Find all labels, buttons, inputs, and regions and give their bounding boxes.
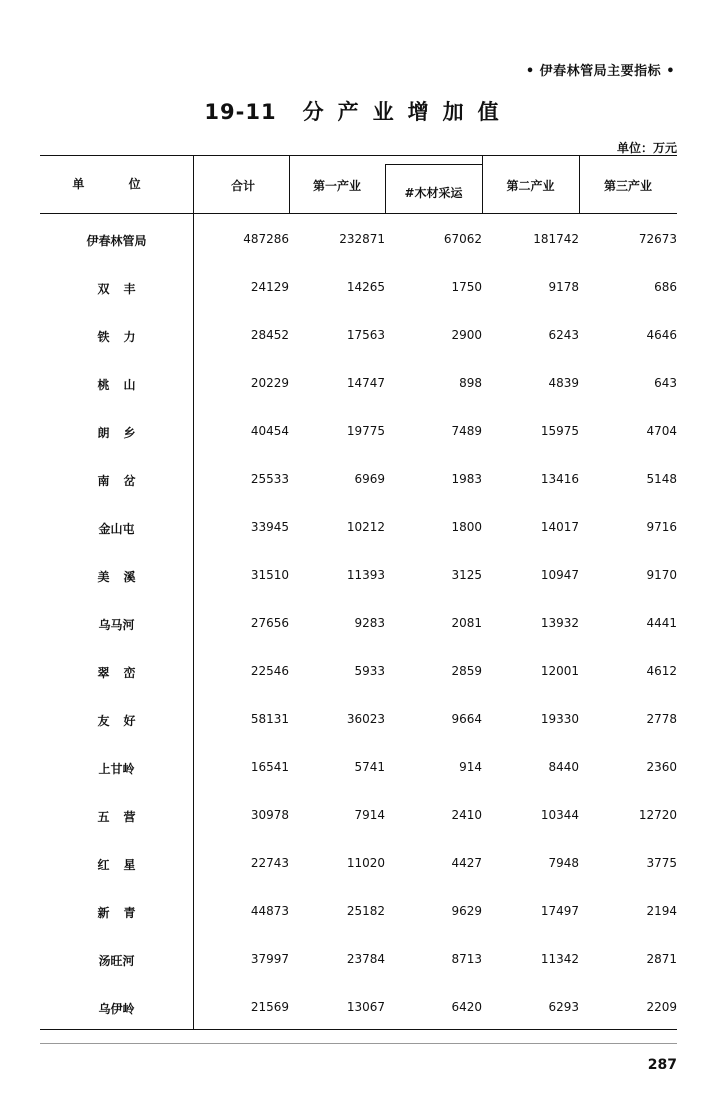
cell-timber: 2081	[451, 616, 482, 630]
row-name: 友好	[97, 714, 150, 728]
cell-timber: 4427	[451, 856, 482, 870]
table-row	[40, 215, 677, 263]
cell-tertiary: 2360	[646, 760, 677, 774]
column-header-secondary: 第二产业	[506, 179, 555, 193]
cell-total: 28452	[250, 328, 289, 342]
row-name: 朗乡	[97, 426, 150, 440]
cell-timber: 2410	[451, 808, 482, 822]
cell-tertiary: 4612	[646, 664, 677, 678]
cell-secondary: 15975	[540, 424, 579, 438]
cell-secondary: 6243	[548, 328, 579, 342]
cell-timber: 3125	[451, 568, 482, 582]
cell-primary: 14265	[346, 280, 385, 294]
cell-secondary: 4839	[548, 376, 579, 390]
table-header-rule	[40, 213, 677, 214]
cell-secondary: 8440	[548, 760, 579, 774]
cell-timber: 1800	[451, 520, 482, 534]
cell-tertiary: 2871	[646, 952, 677, 966]
cell-secondary: 17497	[540, 904, 579, 918]
row-name: 双丰	[97, 282, 150, 296]
page-title	[0, 96, 717, 126]
table-title: 分产业增加值	[302, 100, 513, 124]
table-row	[40, 407, 677, 455]
cell-tertiary: 9170	[646, 568, 677, 582]
row-name: 翠峦	[97, 666, 150, 680]
cell-timber: 1750	[451, 280, 482, 294]
cell-total: 30978	[250, 808, 289, 822]
cell-total: 31510	[250, 568, 289, 582]
table-row	[40, 647, 677, 695]
cell-tertiary: 686	[654, 280, 677, 294]
cell-timber: 1983	[451, 472, 482, 486]
unit-label: 单位：万元	[616, 141, 677, 155]
cell-secondary: 14017	[540, 520, 579, 534]
table-row	[40, 839, 677, 887]
cell-total: 16541	[250, 760, 289, 774]
cell-tertiary: 9716	[646, 520, 677, 534]
cell-secondary: 11342	[540, 952, 579, 966]
cell-primary: 5933	[354, 664, 385, 678]
table-row	[40, 311, 677, 359]
cell-primary: 14747	[346, 376, 385, 390]
row-name: 乌伊岭	[98, 1002, 135, 1016]
cell-tertiary: 2778	[646, 712, 677, 726]
cell-total: 58131	[250, 712, 289, 726]
table-row	[40, 359, 677, 407]
cell-primary: 9283	[354, 616, 385, 630]
cell-timber: 67062	[443, 232, 482, 246]
cell-tertiary: 4646	[646, 328, 677, 342]
table-row	[40, 935, 677, 983]
cell-total: 33945	[250, 520, 289, 534]
running-header: • 伊春林管局主要指标 •	[525, 64, 675, 79]
table-row	[40, 503, 677, 551]
cell-tertiary: 3775	[646, 856, 677, 870]
cell-total: 25533	[250, 472, 289, 486]
cell-secondary: 6293	[548, 1000, 579, 1014]
row-name: 乌马河	[98, 618, 135, 632]
row-name: 美溪	[97, 570, 150, 584]
table-row	[40, 743, 677, 791]
cell-tertiary: 72673	[638, 232, 677, 246]
cell-tertiary: 643	[654, 376, 677, 390]
cell-secondary: 10947	[540, 568, 579, 582]
cell-primary: 5741	[354, 760, 385, 774]
cell-primary: 17563	[346, 328, 385, 342]
cell-total: 40454	[250, 424, 289, 438]
cell-primary: 10212	[346, 520, 385, 534]
cell-timber: 9664	[451, 712, 482, 726]
cell-secondary: 19330	[540, 712, 579, 726]
cell-primary: 6969	[354, 472, 385, 486]
cell-primary: 25182	[346, 904, 385, 918]
timber-header-box	[385, 164, 482, 165]
cell-timber: 2900	[451, 328, 482, 342]
row-name: 新青	[97, 906, 150, 920]
page-number: 287	[647, 1057, 677, 1073]
cell-secondary: 181742	[533, 232, 579, 246]
table-row	[40, 887, 677, 935]
column-header-unit: 单 位	[72, 177, 161, 191]
cell-secondary: 12001	[540, 664, 579, 678]
cell-primary: 13067	[346, 1000, 385, 1014]
cell-total: 20229	[250, 376, 289, 390]
cell-total: 487286	[243, 232, 289, 246]
column-header-primary: 第一产业	[312, 179, 361, 193]
table-number: 19-11	[204, 100, 277, 124]
cell-total: 44873	[250, 904, 289, 918]
table-row	[40, 983, 677, 1031]
row-name: 红星	[97, 858, 150, 872]
row-name: 桃山	[97, 378, 150, 392]
cell-total: 37997	[250, 952, 289, 966]
cell-timber: 2859	[451, 664, 482, 678]
cell-timber: 914	[459, 760, 482, 774]
row-name: 上甘岭	[98, 762, 135, 776]
cell-timber: 7489	[451, 424, 482, 438]
cell-secondary: 7948	[548, 856, 579, 870]
column-header-timber: #木材采运	[404, 186, 463, 200]
page-footer-rule	[40, 1043, 677, 1044]
cell-primary: 11020	[346, 856, 385, 870]
cell-primary: 19775	[346, 424, 385, 438]
row-name: 南岔	[97, 474, 150, 488]
row-name: 铁力	[97, 330, 150, 344]
cell-tertiary: 4704	[646, 424, 677, 438]
cell-primary: 36023	[346, 712, 385, 726]
cell-secondary: 9178	[548, 280, 579, 294]
column-header-total: 合计	[231, 179, 256, 193]
cell-secondary: 13416	[540, 472, 579, 486]
cell-primary: 232871	[339, 232, 385, 246]
cell-secondary: 13932	[540, 616, 579, 630]
cell-total: 21569	[250, 1000, 289, 1014]
table-row	[40, 551, 677, 599]
table-top-rule	[40, 155, 677, 156]
cell-primary: 11393	[346, 568, 385, 582]
cell-timber: 6420	[451, 1000, 482, 1014]
cell-total: 22546	[250, 664, 289, 678]
table-row	[40, 599, 677, 647]
row-name: 五营	[97, 810, 150, 824]
cell-tertiary: 2209	[646, 1000, 677, 1014]
table-row	[40, 695, 677, 743]
cell-timber: 9629	[451, 904, 482, 918]
row-name: 金山屯	[98, 522, 135, 536]
cell-timber: 8713	[451, 952, 482, 966]
table-body	[40, 215, 677, 1031]
table-row	[40, 791, 677, 839]
table-row	[40, 263, 677, 311]
cell-primary: 7914	[354, 808, 385, 822]
row-name: 汤旺河	[98, 954, 135, 968]
cell-tertiary: 5148	[646, 472, 677, 486]
column-header-tertiary: 第三产业	[603, 179, 652, 193]
cell-total: 27656	[250, 616, 289, 630]
cell-tertiary: 12720	[638, 808, 677, 822]
cell-timber: 898	[459, 376, 482, 390]
cell-secondary: 10344	[540, 808, 579, 822]
cell-total: 22743	[250, 856, 289, 870]
table-row	[40, 455, 677, 503]
cell-tertiary: 4441	[646, 616, 677, 630]
cell-tertiary: 2194	[646, 904, 677, 918]
row-name: 伊春林管局	[86, 234, 147, 248]
cell-total: 24129	[250, 280, 289, 294]
cell-primary: 23784	[346, 952, 385, 966]
